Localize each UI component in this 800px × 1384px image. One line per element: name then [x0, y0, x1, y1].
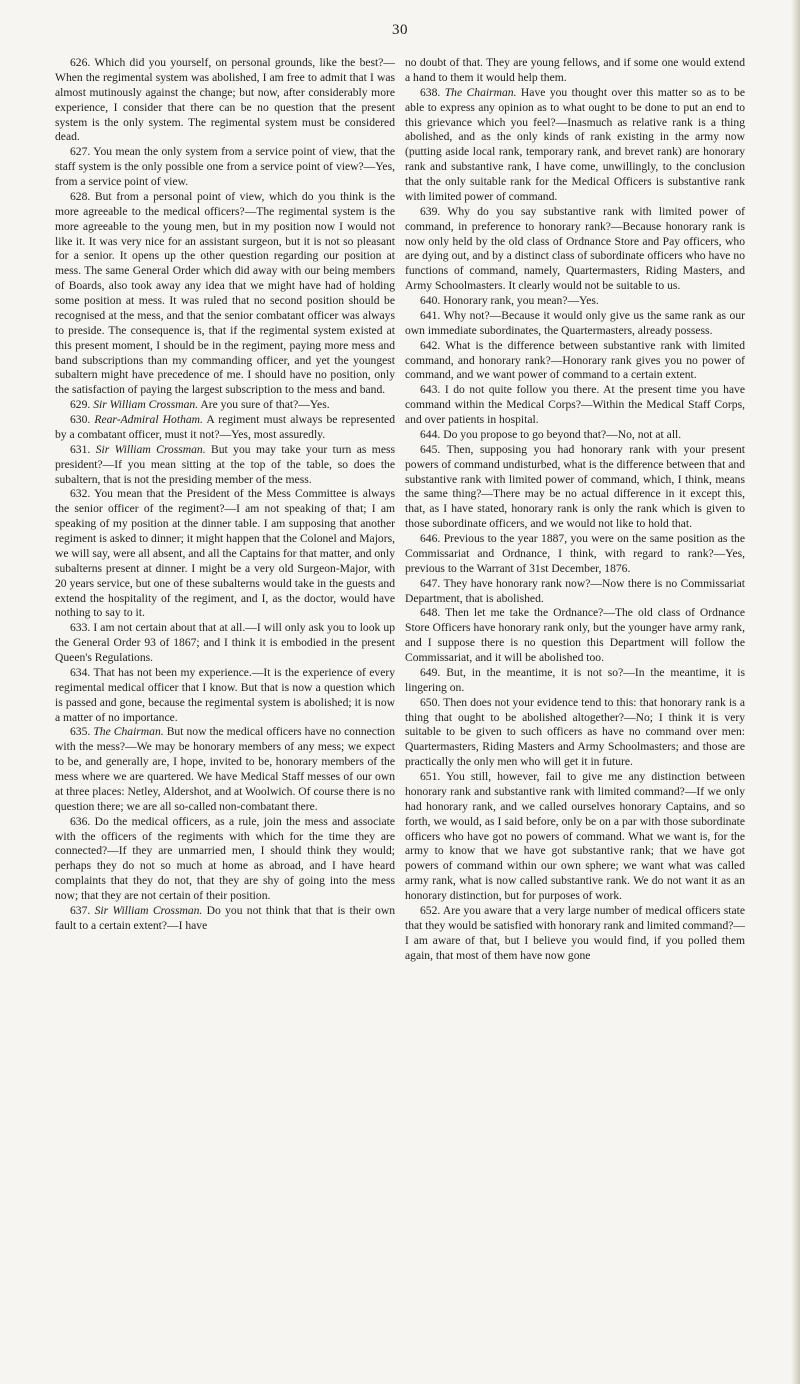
question-paragraph: [405, 666, 745, 696]
question-text: Why not?—Because it would only give us the same rank as our own immediate subordinates, the Quartermasters, already possess.: [405, 308, 745, 337]
question-paragraph: [405, 86, 745, 205]
question-text: Honorary rank, you mean?—Yes.: [443, 294, 599, 307]
question-number: 628.: [70, 189, 91, 203]
speaker-name: Rear-Admiral Hotham.: [94, 413, 203, 426]
right-column: [405, 56, 745, 963]
question-text: But now the medical officers have no connection with the mess?—We may be honorary members of any mess; we expect to be, and generally are, I hope, invited to be, honorary members of the mess where we are quartered. We have Medical Staff messes of our own at three places: Netley, Aldershot, and at Woolwich. Of course there is no question there; we are all so-called non-combatant there.: [55, 725, 395, 813]
speaker-name: The Chairman.: [444, 85, 517, 99]
question-paragraph: [405, 428, 745, 443]
question-number: 637.: [70, 903, 91, 917]
question-paragraph: [55, 413, 395, 443]
question-number: 642.: [420, 338, 441, 352]
speaker-name: The Chairman.: [93, 725, 164, 739]
question-text: But, in the meantime, it is not so?—In the meantime, it is lingering on.: [405, 665, 745, 694]
question-text: Then, supposing you had honorary rank with your present powers of command undisturbed, what is the difference between that and substantive rank with limited power of command, which, I think, means the same thing?—There may be no actual difference in it except this, that, as I have stated, honorary rank is only the rank which is given to those subordinate officers, and we would not like to hold that.: [405, 442, 745, 531]
question-number: 630.: [70, 413, 91, 426]
question-paragraph: [55, 725, 395, 814]
question-paragraph: [55, 815, 395, 904]
question-number: 648.: [420, 606, 441, 620]
question-text: Which did you yourself, on personal grounds, like the best?—When the regimental system was abolished, I am free to admit that I was almost mutinously against the change; but now, after considerably more experience, I consider that there can be no question that the present system is the only system. The regimental system must be considered dead.: [55, 56, 395, 144]
question-number: 651.: [420, 770, 441, 783]
question-text: Do you not think that that is their own fault to a certain extent?—I have: [55, 903, 395, 932]
question-paragraph: [55, 666, 395, 726]
question-text: Do you propose to go beyond that?—No, not at all.: [443, 427, 682, 441]
question-paragraph: [55, 443, 395, 488]
question-text: I do not quite follow you there. At the present time you have command within the Medical Corps?—Within the Medical Staff Corps, and over patients in hospital.: [405, 383, 745, 426]
question-paragraph: [405, 577, 745, 607]
speaker-name: Sir William Crossman.: [94, 903, 203, 917]
question-number: 641.: [420, 308, 441, 322]
question-number: 650.: [420, 695, 441, 709]
question-paragraph: [405, 205, 745, 294]
question-paragraph: [55, 145, 395, 190]
question-paragraph: [405, 56, 745, 86]
question-text: Why do you say substantive rank with limited power of command, in preference to honorary rank?—Because honorary rank is now only held by the old class of Ordnance Store and Pay officers, who are dying out, and by a distinct class of subordinate officers who have no functions of command, namely, Quartermasters, Riding Masters, and Army Schoolmasters. It clearly would not be suitable to us.: [405, 204, 745, 293]
question-paragraph: [55, 621, 395, 666]
question-paragraph: [405, 606, 745, 666]
question-number: 632.: [70, 487, 91, 501]
page-number: 30: [392, 22, 408, 38]
question-number: 634.: [70, 665, 91, 679]
question-paragraph: [405, 443, 745, 532]
question-paragraph: [55, 487, 395, 621]
question-text: no doubt of that. They are young fellows, and if some one would extend a hand to them it would help them.: [405, 56, 745, 84]
question-text: Have you thought over this matter so as to be able to express any opinion as to what ought to be done to put an end to this grievance which you feel?—Inasmuch as relative rank is a thing abolished, and as the only kinds of rank existing in the army now (putting aside local rank, temporary rank, and brevet rank) are honorary rank and substantive rank, I have come, unwillingly, to the conclusion that the only suitable rank for the Medical Officers is substantive rank with limited power of command.: [405, 85, 745, 203]
question-text: They have honorary rank now?—Now there is no Commissariat Department, that is abolished.: [405, 576, 745, 605]
question-text: What is the difference between substantive rank with limited command, and honorary rank?—Honorary rank gives you no power of command, and we want power of command to a certain extent.: [405, 338, 745, 382]
question-paragraph: [405, 309, 745, 339]
question-number: 627.: [70, 145, 91, 159]
question-text: You mean the only system from a service point of view, that the staff system is the only possible one from a service point of view?—Yes, from a service point of view.: [55, 145, 396, 188]
speaker-name: Sir William Crossman.: [95, 442, 206, 456]
question-text: Are you aware that a very large number of medical officers state that they would be satisfied with honorary rank and limited command?—I am aware of that, but I believe you would find, if you polled them again, that most of them have now gone: [405, 903, 746, 962]
question-paragraph: [55, 190, 395, 398]
left-column: [55, 56, 395, 934]
question-number: 636.: [70, 814, 91, 828]
question-text: But you may take your turn as mess president?—If you mean sitting at the top of the table, so does the subaltern, that is not the presiding member of the mess.: [55, 442, 395, 486]
question-paragraph: [405, 532, 745, 577]
question-paragraph: [405, 904, 745, 964]
question-text: A regiment must always be represented by a combatant officer, must it not?—Yes, most assuredly.: [55, 413, 395, 441]
question-text: Then let me take the Ordnance?—The old class of Ordnance Store Officers have honorary rank only, but the younger have army rank, and I suppose there is no question this Department will follow the Commissariat, and it will be abolished too.: [405, 606, 745, 664]
question-paragraph: [405, 339, 745, 384]
question-text: That has not been my experience.—It is the experience of every regimental medical officer that I know. But that is now a question which is passed and gone, because the regimental system is abolished; it is now a matter of no importance.: [55, 665, 395, 724]
question-number: 638.: [420, 85, 441, 99]
question-text: But from a personal point of view, which do you think is the more agreeable to the medical officers?—The regimental system is the more agreeable to the young men, but in my position now I would not like it. It was very nice for an assistant surgeon, but it is not so pleasant for a senior. It opens up the other question regarding our position at mess. The same General Order which did away with our being members of Boards, also took away any idea that we might have had of holding some position at mess. It was ruled that no second position should be recognised at the mess, and that the senior combatant officer was always to preside. The consequence is, that if the regimental system existed at this present moment, I should be in the regiment, paying more mess and band subscriptions than my commanding officer, and yet the youngest subaltern might have precedence of me. I should have no position, only the satisfaction of paying the largest subscription to the mess and band.: [55, 189, 395, 397]
question-text: I am not certain about that at all.—I will only ask you to look up the General Order 93 of 1867; and I think it is embodied in the present Queen's Regulations.: [55, 621, 395, 664]
question-number: 626.: [70, 56, 91, 69]
question-number: 640.: [420, 294, 441, 307]
question-text: You still, however, fail to give me any distinction between honorary rank and substantive rank with limited command?—If we only had honorary rank, and we called ourselves honorary Captains, and so forth, we would, as I said before, only be on a par with those subordinate officers who have got no powers of command. What we want is, for the army to know that we have got substantive rank; that we have got powers of command within our own sphere; we want what was called army rank, what is now called substantive rank. We do not want it as an honorary distinction, but for purposes of work.: [405, 770, 745, 902]
page-edge-shadow: [791, 0, 800, 1384]
question-number: 639.: [420, 204, 441, 218]
question-number: 643.: [420, 383, 441, 397]
question-number: 631.: [70, 442, 91, 456]
question-number: 635.: [70, 725, 91, 739]
question-number: 652.: [420, 903, 441, 917]
question-text: Are you sure of that?—Yes.: [200, 398, 330, 412]
question-number: 629.: [70, 398, 91, 412]
question-paragraph: [405, 294, 745, 309]
question-text: You mean that the President of the Mess Committee is always the senior officer of the regiment?—I am not speaking of that; I am speaking of my position at the dinner table. I am supposing that another regiment is asked to dinner; it might happen that the Colonel and Majors, we will say, were all absent, and all the Captains for that matter, and only subalterns present at dinner. I might be a very old Surgeon-Major, with 20 years service, but one of these subalterns would take in the guests and extend the hospitality of the regiment, and I, as the doctor, would have nothing to say to it.: [55, 487, 396, 620]
question-number: 647.: [420, 576, 441, 590]
question-paragraph: [55, 398, 395, 413]
question-text: Previous to the year 1887, you were on the same position as the Commissariat and Ordnance, I think, with regard to rank?—Yes, previous to the Warrant of 31st December, 1876.: [405, 532, 745, 575]
question-text: Then does not your evidence tend to this: that honorary rank is a thing that ought to be abolished altogether?—No; I think it is very suitable to be given to such officers as have no command over men: Quartermasters, Riding Masters and Army Schoolmasters; and those are practically the only men who will get it in future.: [405, 695, 745, 769]
speaker-name: Sir William Crossman.: [93, 398, 199, 412]
question-number: 646.: [420, 532, 441, 545]
question-number: 645.: [420, 442, 441, 456]
question-paragraph: [405, 770, 745, 904]
question-paragraph: [405, 696, 745, 770]
question-paragraph: [405, 383, 745, 428]
question-paragraph: [55, 56, 395, 145]
question-number: 633.: [70, 621, 91, 635]
question-number: 649.: [420, 665, 441, 679]
question-number: 644.: [420, 427, 441, 441]
question-text: Do the medical officers, as a rule, join the mess and associate with the officers of the regiments with which for the time they are connected?—If they are unmarried men, I should think they would; perhaps they do not so much at home as abroad, and I have heard complaints that they do not, that they are shy of going into the mess now; that they are not certain of their position.: [55, 814, 395, 902]
question-paragraph: [55, 904, 395, 934]
